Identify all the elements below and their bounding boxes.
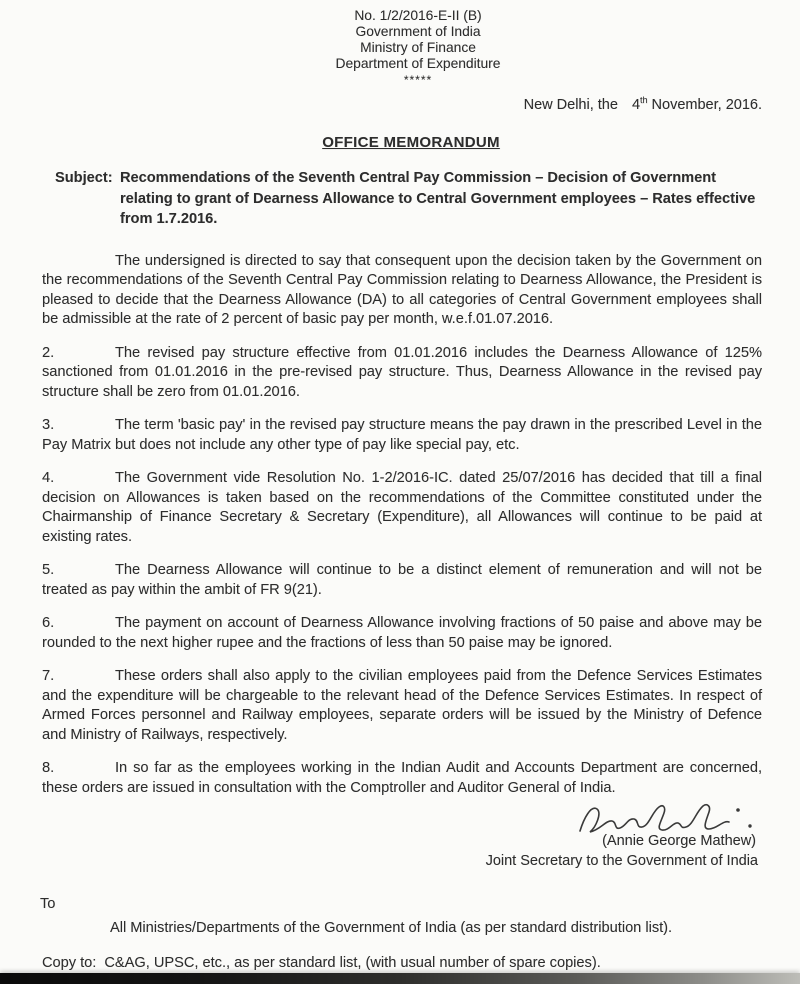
subject-label: Subject: [55, 170, 113, 186]
paragraph-number: 4. [42, 470, 55, 486]
paragraph-number: 8. [42, 760, 55, 776]
signatory-title: Joint Secretary to the Government of India [485, 853, 758, 869]
signature-block [0, 800, 758, 870]
org-line-ministry: Ministry of Finance [360, 40, 476, 55]
paragraph-text: The Government vide Resolution No. 1-2/2016-IC. dated 25/07/2016 has decided that till a final decision on Allowances is taken based on the recommendations of the Committee constituted under the Chairmanship of Finance Secretary & Secretary (Expenditure), all Allowances will continue to be paid at existing rates. [42, 470, 762, 545]
memo-title: OFFICE MEMORANDUM [322, 134, 500, 151]
signatory-name: (Annie George Mathew) [602, 833, 756, 849]
paragraph-number: 6. [42, 615, 55, 631]
reference-number: No. 1/2/2016-E-II (B) [354, 8, 482, 23]
date-ordinal: th [640, 95, 648, 106]
paragraph-number: 3. [42, 417, 55, 433]
paragraph-number: 7. [42, 668, 55, 684]
date-prefix: New Delhi, the [523, 97, 618, 113]
paragraph-text: The revised pay structure effective from 01.01.2016 includes the Dearness Allowance of 125% sanctioned from 01.01.2016 in the pre-revised pay structure. Thus, Dearness Allowance in the revised pay structure shall be zero from 01.01.2016. [42, 344, 762, 400]
memo-paragraph [42, 416, 762, 455]
distribution-text: All Ministries/Departments of the Government of India (as per standard distribution list). [110, 920, 673, 936]
paragraph-number: 2. [42, 344, 55, 361]
subject-block [55, 168, 760, 230]
memo-paragraph [42, 344, 762, 403]
memo-paragraph [42, 667, 762, 745]
to-label: To [40, 896, 56, 912]
letterhead-stars: ***** [403, 73, 433, 87]
paragraph-text: The term 'basic pay' in the revised pay structure means the pay drawn in the prescribed Level in the Pay Matrix but does not include any other type of pay like special pay, etc. [42, 417, 762, 453]
memo-paragraph [42, 561, 762, 600]
copy-to-label: Copy to: [42, 955, 97, 971]
paragraph-text: The payment on account of Dearness Allowance involving fractions of 50 paise and above may be rounded to the next higher rupee and the fractions of less than 50 paise may be ignored. [42, 615, 762, 651]
paragraph-number: 5. [42, 562, 55, 578]
paragraph-text: The Dearness Allowance will continue to be a distinct element of remuneration and will not be treated as pay within the ambit of FR 9(21). [42, 562, 762, 598]
paragraph-text: These orders shall also apply to the civilian employees paid from the Defence Services Estimates and the expenditure will be chargeable to the relevant head of the Defence Services Estimates. In respect of Armed Forces personnel and Railway employees, separate orders will be issued by the Ministry of Defence and Ministry of Railways, respectively. [42, 668, 762, 743]
paragraph-text: The undersigned is directed to say that consequent upon the decision taken by the Government on the recommendations of the Seventh Central Pay Commission relating to Dearness Allowance, the President is pleased to decide that the Dearness Allowance (DA) to all categories of Central Government employees shall be admissible at the rate of 2 percent of basic pay per month, w.e.f.01.07.2016. [42, 252, 762, 327]
scan-artifact-bottom-edge [0, 973, 800, 984]
copy-to-line [42, 955, 762, 971]
memo-paragraph [42, 614, 762, 653]
org-line-government: Government of India [355, 24, 481, 39]
letterhead [36, 0, 800, 88]
place-date-line [0, 97, 762, 113]
paragraph-text: In so far as the employees working in the Indian Audit and Accounts Department are concerned, these orders are issued in consultation with the Comptroller and Auditor General of India. [42, 760, 762, 796]
copy-to-text: C&AG, UPSC, etc., as per standard list, (with usual number of spare copies). [104, 955, 601, 971]
date-day: 4 [631, 97, 641, 113]
memo-paragraph [42, 252, 762, 330]
subject-text: Recommendations of the Seventh Central Pay Commission – Decision of Government relating to grant of Dearness Allowance to Central Government employees – Rates effective from 1.7.2016. [120, 170, 756, 227]
org-line-department: Department of Expenditure [335, 56, 501, 71]
memo-paragraph [42, 469, 762, 547]
date-rest: November, 2016. [647, 97, 762, 113]
memo-paragraph [42, 759, 762, 798]
